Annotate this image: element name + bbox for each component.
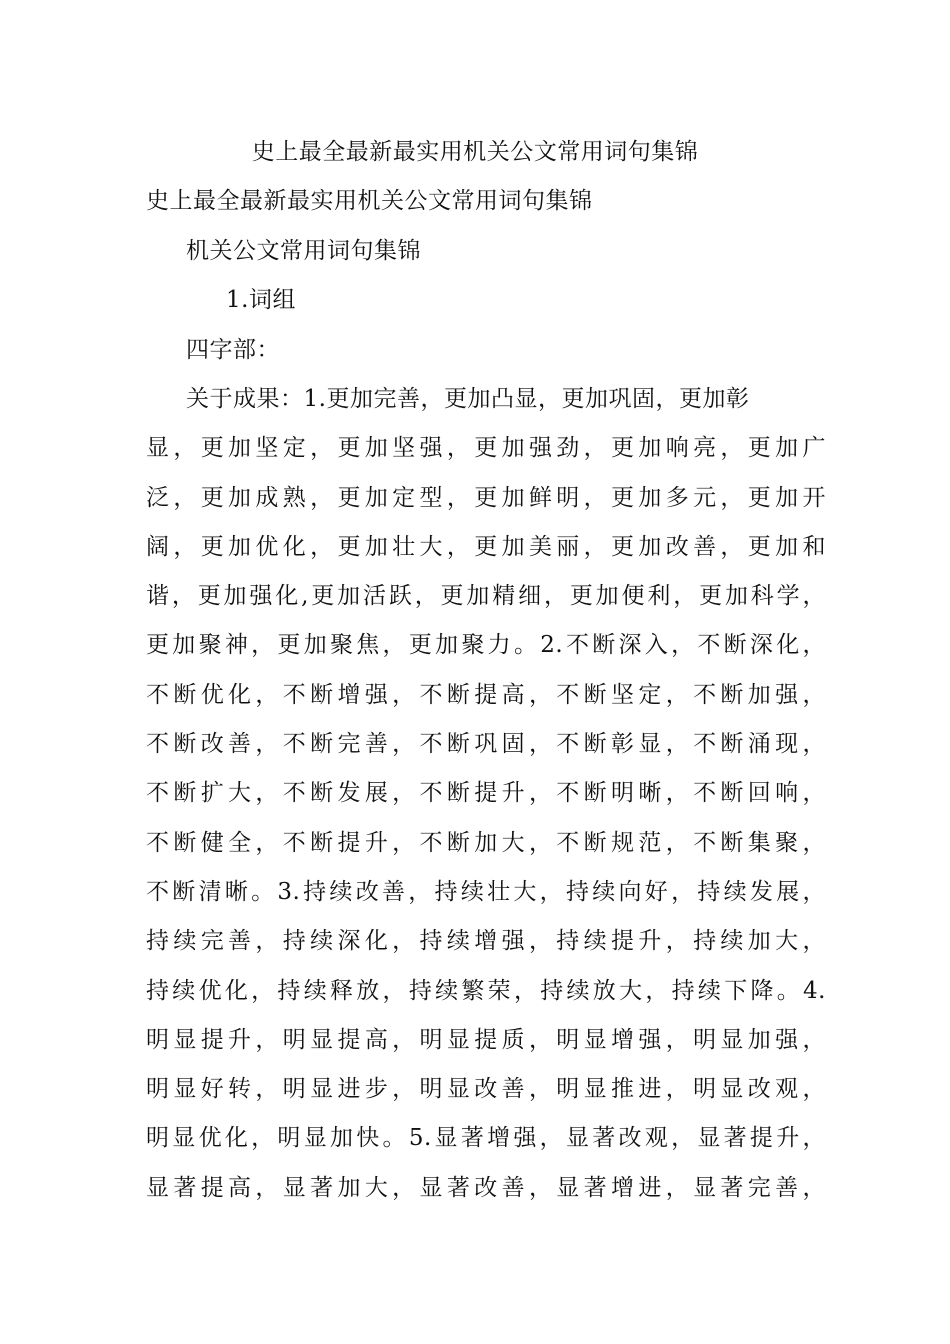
- paragraph-line: 更加聚神，更加聚焦，更加聚力。2.不断深入，不断深化，: [146, 632, 826, 659]
- paragraph-line: 不断改善，不断完善，不断巩固，不断彰显，不断涌现，: [146, 731, 826, 758]
- paragraph-line: 不断优化，不断增强，不断提高，不断坚定，不断加强，: [146, 681, 826, 708]
- paragraph-line: 不断扩大，不断发展，不断提升，不断明晰，不断回响，: [146, 780, 826, 807]
- paragraph-line: 不断健全，不断提升，不断加大，不断规范，不断集聚，: [146, 829, 826, 856]
- paragraph-line: 明显提升，明显提高，明显提质，明显增强，明显加强，: [146, 1026, 826, 1053]
- document-subtitle: 机关公文常用词句集锦: [186, 238, 421, 264]
- section-heading: 1.词组: [226, 287, 296, 313]
- paragraph-line: 谐，更加强化,更加活跃，更加精细，更加便利，更加科学，: [146, 583, 826, 610]
- document-title-centered: 史上最全最新最实用机关公文常用词句集锦: [251, 139, 699, 165]
- paragraph-line: 持续完善，持续深化，持续增强，持续提升，持续加大，: [146, 928, 826, 955]
- paragraph-line: 明显好转，明显进步，明显改善，明显推进，明显改观，: [146, 1076, 826, 1103]
- document-title-repeat: 史上最全最新最实用机关公文常用词句集锦: [146, 188, 593, 214]
- subsection-heading: 四字部：: [186, 337, 280, 363]
- paragraph-line: 阔，更加优化，更加壮大，更加美丽，更加改善，更加和: [146, 533, 826, 560]
- paragraph-line: 明显优化，明显加快。5.显著增强，显著改观，显著提升，: [146, 1125, 826, 1152]
- paragraph-line: 显，更加坚定，更加坚强，更加强劲，更加响亮，更加广: [146, 435, 826, 462]
- paragraph-line: 不断清晰。3.持续改善，持续壮大，持续向好，持续发展，: [146, 878, 826, 905]
- paragraph-line: 显著提高，显著加大，显著改善，显著增进，显著完善，: [146, 1174, 826, 1201]
- paragraph-line: 泛，更加成熟，更加定型，更加鲜明，更加多元，更加开: [146, 484, 826, 511]
- body-paragraph: [146, 384, 826, 1222]
- paragraph-line: 关于成果：1.更加完善，更加凸显，更加巩固，更加彰: [186, 386, 750, 412]
- paragraph-line: 持续优化，持续释放，持续繁荣，持续放大，持续下降。4.: [146, 977, 826, 1004]
